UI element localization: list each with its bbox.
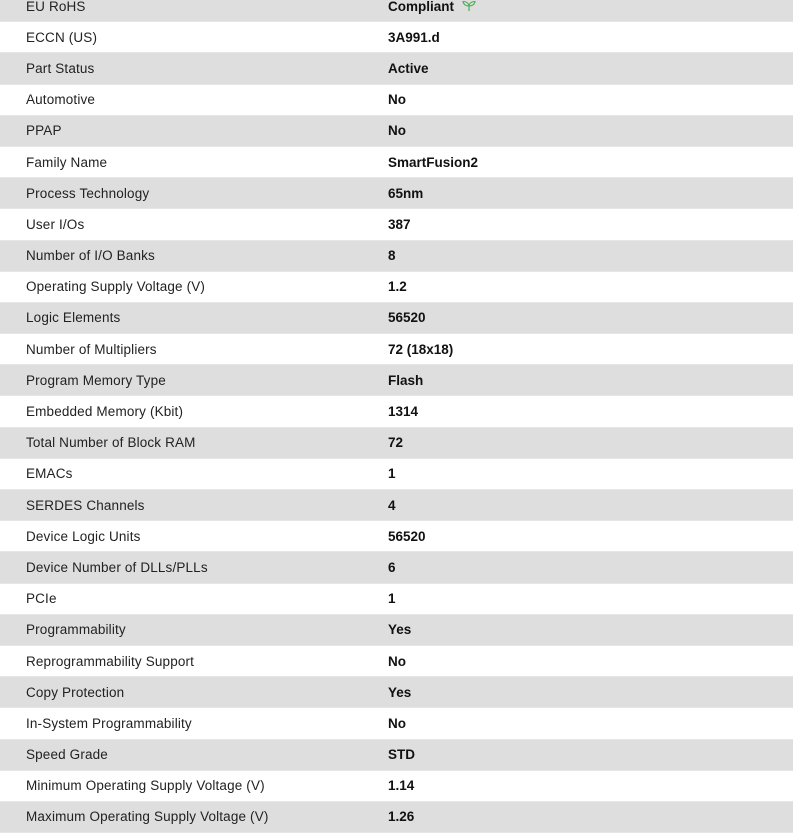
spec-row-block-ram: [0, 428, 793, 459]
spec-label: Automotive: [26, 92, 96, 108]
spec-row-automotive: [0, 85, 793, 116]
spec-value: 56520: [388, 310, 426, 326]
spec-label: Number of I/O Banks: [26, 248, 155, 264]
leaf-icon: [461, 0, 477, 12]
spec-row-operating-supply-voltage: [0, 272, 793, 303]
spec-value: No: [388, 653, 406, 669]
spec-row-programmability: [0, 615, 793, 646]
spec-label: Minimum Operating Supply Voltage (V): [26, 778, 265, 794]
spec-row-serdes-channels: [0, 490, 793, 521]
spec-value: STD: [388, 747, 415, 763]
spec-value: SmartFusion2: [388, 154, 479, 170]
spec-row-copy-protection: [0, 677, 793, 708]
spec-value: Yes: [388, 684, 412, 700]
spec-value: Flash: [388, 372, 424, 388]
spec-row-family-name: [0, 147, 793, 178]
spec-label: Part Status: [26, 60, 95, 76]
spec-label: Process Technology: [26, 185, 150, 201]
spec-value: No: [388, 715, 406, 731]
spec-row-emacs: [0, 459, 793, 490]
spec-value: 387: [388, 216, 411, 232]
spec-row-in-system-programmability: [0, 708, 793, 739]
spec-value: 6: [388, 559, 396, 575]
spec-label: Device Number of DLLs/PLLs: [26, 559, 208, 575]
spec-row-part-status: [0, 53, 793, 84]
spec-value: 72 (18x18): [388, 341, 454, 357]
spec-value: 65nm: [388, 185, 424, 201]
spec-label: EMACs: [26, 466, 73, 482]
spec-label: PCIe: [26, 591, 57, 607]
spec-value: 1314: [388, 404, 419, 420]
spec-value: No: [388, 92, 406, 108]
spec-value: 1.2: [388, 279, 407, 295]
spec-value: Compliant: [388, 0, 454, 14]
spec-row-multipliers: [0, 334, 793, 365]
spec-row-embedded-memory: [0, 396, 793, 427]
spec-value: Yes: [388, 622, 412, 638]
spec-label: Speed Grade: [26, 747, 108, 763]
spec-label: Logic Elements: [26, 310, 121, 326]
spec-value: No: [388, 123, 406, 139]
spec-label: ECCN (US): [26, 29, 98, 45]
spec-label: EU RoHS: [26, 0, 86, 14]
spec-label: Total Number of Block RAM: [26, 435, 196, 451]
spec-label: Operating Supply Voltage (V): [26, 279, 206, 295]
spec-value-cell: [388, 0, 477, 14]
spec-row-speed-grade: [0, 740, 793, 771]
spec-label: Programmability: [26, 622, 126, 638]
spec-row-device-logic-units: [0, 521, 793, 552]
spec-row-pcie: [0, 584, 793, 615]
spec-value: 3A991.d: [388, 29, 440, 45]
spec-label: Embedded Memory (Kbit): [26, 404, 184, 420]
spec-row-min-operating-voltage: [0, 771, 793, 802]
spec-row-program-memory-type: [0, 365, 793, 396]
spec-value: 4: [388, 497, 396, 513]
spec-label: In-System Programmability: [26, 715, 192, 731]
spec-value: 1.14: [388, 778, 415, 794]
spec-row-process-technology: [0, 178, 793, 209]
spec-row-dlls-plls: [0, 552, 793, 583]
spec-label: Reprogrammability Support: [26, 653, 195, 669]
spec-label: SERDES Channels: [26, 497, 145, 513]
spec-row-eccn: [0, 22, 793, 53]
spec-label: Device Logic Units: [26, 528, 141, 544]
spec-row-max-operating-voltage: [0, 802, 793, 833]
spec-value: 72: [388, 435, 404, 451]
spec-value: Active: [388, 60, 429, 76]
spec-row-user-ios: [0, 209, 793, 240]
spec-row-logic-elements: [0, 303, 793, 334]
spec-label: Copy Protection: [26, 684, 125, 700]
spec-value: 8: [388, 248, 396, 264]
spec-row-io-banks: [0, 241, 793, 272]
spec-label: Program Memory Type: [26, 372, 166, 388]
spec-value: 1: [388, 591, 396, 607]
spec-value: 1.26: [388, 809, 415, 825]
spec-label: User I/Os: [26, 216, 85, 232]
spec-label: Number of Multipliers: [26, 341, 157, 357]
spec-label: Maximum Operating Supply Voltage (V): [26, 809, 269, 825]
spec-row-reprogrammability-support: [0, 646, 793, 677]
spec-row-eu-rohs: [0, 0, 793, 22]
spec-value: 56520: [388, 528, 426, 544]
spec-label: Family Name: [26, 154, 108, 170]
spec-value: 1: [388, 466, 396, 482]
spec-label: PPAP: [26, 123, 62, 139]
spec-row-ppap: [0, 116, 793, 147]
